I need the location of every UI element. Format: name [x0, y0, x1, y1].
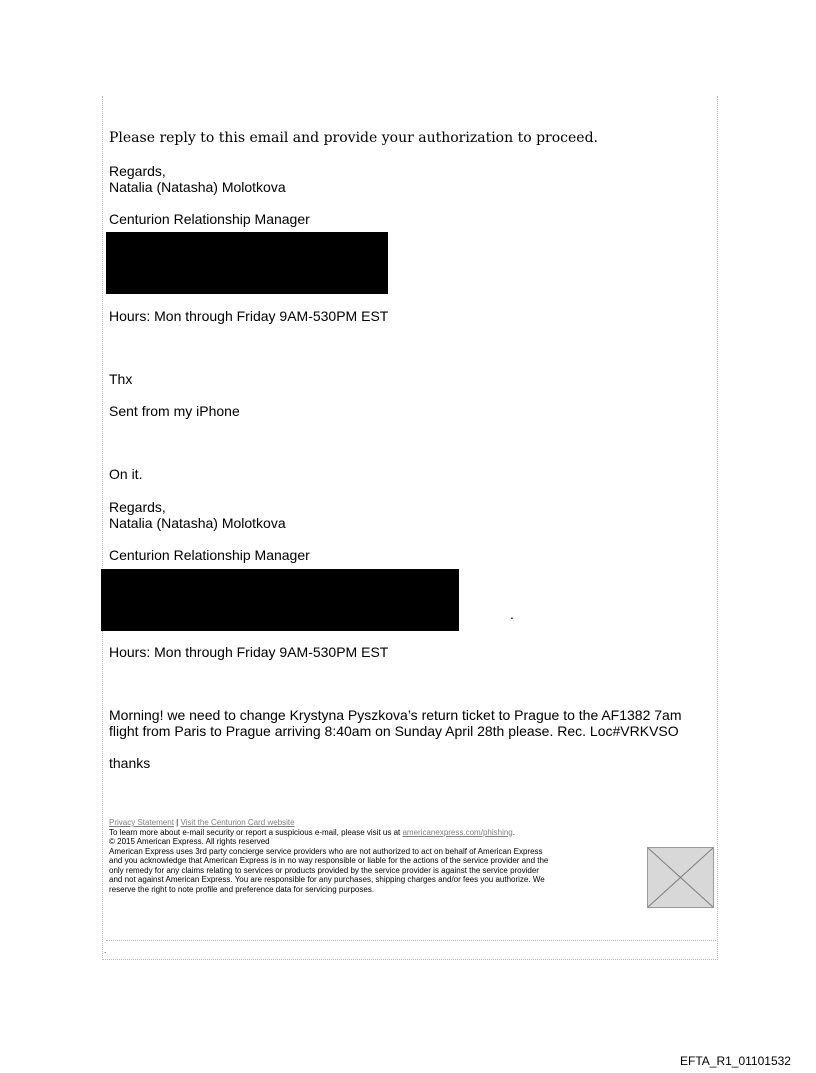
disclaimer-line: American Express uses 3rd party concierge service providers who are not authorized to act on behalf of American Express [109, 846, 543, 856]
signature-name: Natalia (Natasha) Molotkova [109, 179, 286, 195]
document-id: EFTA_R1_01101532 [680, 1054, 791, 1068]
regards-text: Regards, [109, 163, 166, 179]
redaction-block [101, 569, 459, 631]
redaction-block [106, 232, 388, 294]
signature-title: Centurion Relationship Manager [109, 211, 310, 227]
disclaimer-line: and not against American Express. You are responsible for any purchases, shipping charges and/or fees you authorize. We [109, 875, 545, 884]
disclaimer-line: and you acknowledge that American Express is in no way responsible or liable for the actions of the service provider and the [109, 856, 549, 865]
footer [109, 818, 649, 894]
security-notice: To learn more about e-mail security or report a suspicious e-mail, please visit us at americanexpress.com/phishing. [109, 827, 515, 837]
signature-title: Centurion Relationship Manager [109, 547, 310, 563]
centurion-website-link[interactable]: Visit the Centurion Card website [180, 818, 295, 827]
link-separator: | [173, 818, 181, 827]
regards-text: Regards, [109, 499, 166, 515]
reply-text: Thx [109, 371, 133, 387]
divider [106, 940, 716, 941]
signature-name: Natalia (Natasha) Molotkova [109, 515, 286, 531]
request-line: Morning! we need to change Krystyna Pyszkova’s return ticket to Prague to the AF1382 7am [109, 707, 682, 723]
sent-from-text: Sent from my iPhone [109, 403, 240, 419]
stray-dot: . [510, 606, 514, 622]
hours-text: Hours: Mon through Friday 9AM-530PM EST [109, 308, 389, 324]
phishing-link[interactable]: americanexpress.com/phishing [402, 827, 513, 837]
authorization-request: Please reply to this email and provide your authorization to proceed. [109, 130, 598, 146]
hours-text: Hours: Mon through Friday 9AM-530PM EST [109, 644, 389, 660]
broken-image-icon [647, 847, 714, 908]
privacy-statement-link[interactable]: Privacy Statement [109, 818, 174, 827]
reply-text: On it. [109, 466, 143, 482]
request-line: flight from Paris to Prague arriving 8:40am on Sunday April 28th please. Rec. Loc#VRKVSO [109, 723, 679, 739]
footer-links [109, 818, 649, 828]
stray-dot: . [104, 946, 107, 955]
copyright-text: © 2015 American Express. All rights reserved [109, 837, 270, 846]
thanks-text: thanks [109, 755, 151, 771]
disclaimer-line: reserve the right to note profile and preference data for servicing purposes. [109, 884, 375, 894]
disclaimer-line: only remedy for any claims relating to services or products provided by the service provider is against the service provider [109, 865, 539, 875]
